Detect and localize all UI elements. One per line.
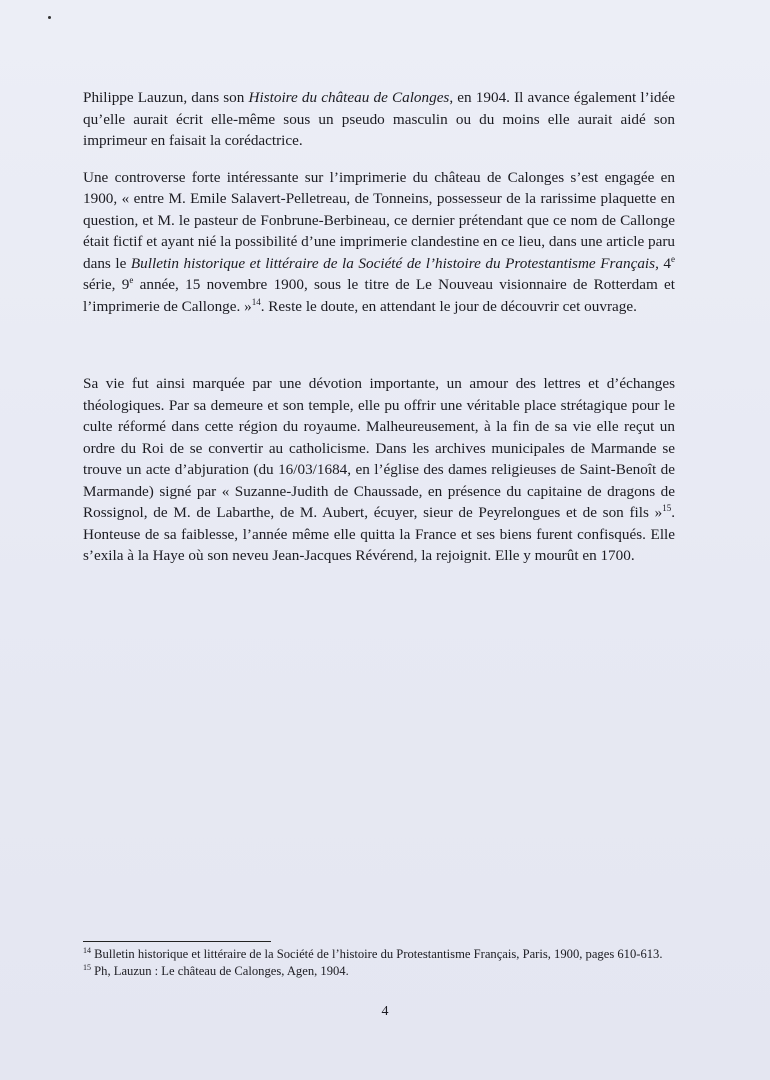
footnote-divider xyxy=(83,941,271,942)
footnote-15: $^{15}$ Ph, Lauzun : Le château de Calonges, Agen, 1904. xyxy=(83,963,349,978)
body-lower xyxy=(83,373,675,582)
bulletin-title: Bulletin historique et littéraire de la Société de l’histoire du Protestantisme Français xyxy=(130,254,656,272)
footnote-14: $^{14}$ Bulletin historique et littéraire de la Société de l’histoire du Protestantisme Français, Paris, 1900, pages 610-613. xyxy=(83,946,663,961)
paragraph-2: Une controverse forte intéressante sur l’imprimerie du château de Calonges s’est engagée en 1900, « entre M. Emile Salavert-Pelletreau, de Tonneins, possesseur de la rarissime plaquette en question, et M. le pasteur de Fonbrune-Berbineau, ce dernier prétendant que ce nom de Callonge était fictif et ayant nié la possibilité d’une imprimerie clandestine en ce lieu, dans une article paru dans le Bulletin historique et littéraire de la Société de l’histoire du Protestantisme Français, 4e série, 9e année, 15 novembre 1900, sous le titre de Le Nouveau visionnaire de Rotterdam et l’imprimerie de Callonge. »$^{14}$. Reste le doute, en attendant le jour de découvrir cet ouvrage. xyxy=(83,168,676,315)
scan-speck xyxy=(48,16,51,19)
body-upper xyxy=(83,87,675,332)
footnote-ref-14: 14 xyxy=(251,296,261,307)
paragraph-3: Sa vie fut ainsi marquée par une dévotion importante, un amour des lettres et d’échanges théologiques. Par sa demeure et son temple, elle pu offrir une véritable place strétagique pour le culte réformé dans cette région du royaume. Malheureusement, à la fin de sa vie elle reçut un ordre du Roi de se convertir au catholicisme. Dans les archives municipales de Marmande se trouve un acte d’abjuration (du 16/03/1684, en l’église des dames religieuses de Saint-Benoît de Marmande) signé par « Suzanne-Judith de Chaussade, en présence du capitaine de dragons de Rossignol, de M. de Labarthe, de M. Aubert, écuyer, sieur de Peyrelongues et de son fils »$^{15}$. Honteuse de sa faiblesse, l’année même elle quitta la France et ses biens furent confisqués. Elle s’exila à la Haye où son neveu Jean-Jacques Révérend, la rejoignit. Elle y mourût en 1700. xyxy=(83,375,675,564)
footnotes xyxy=(83,946,675,980)
book-title: Histoire du château de Calonges xyxy=(248,89,450,106)
page-number: 4 xyxy=(381,1004,389,1019)
footnote-ref-15: 15 xyxy=(662,503,672,513)
paragraph-1: Philippe Lauzun, dans son Histoire du château de Calonges, en 1904. Il avance également l’idée qu’elle aurait écrit elle-même sous un pseudo masculin ou du moins elle aurait aidé son imprimeur en faisait la corédactrice. xyxy=(83,89,675,149)
